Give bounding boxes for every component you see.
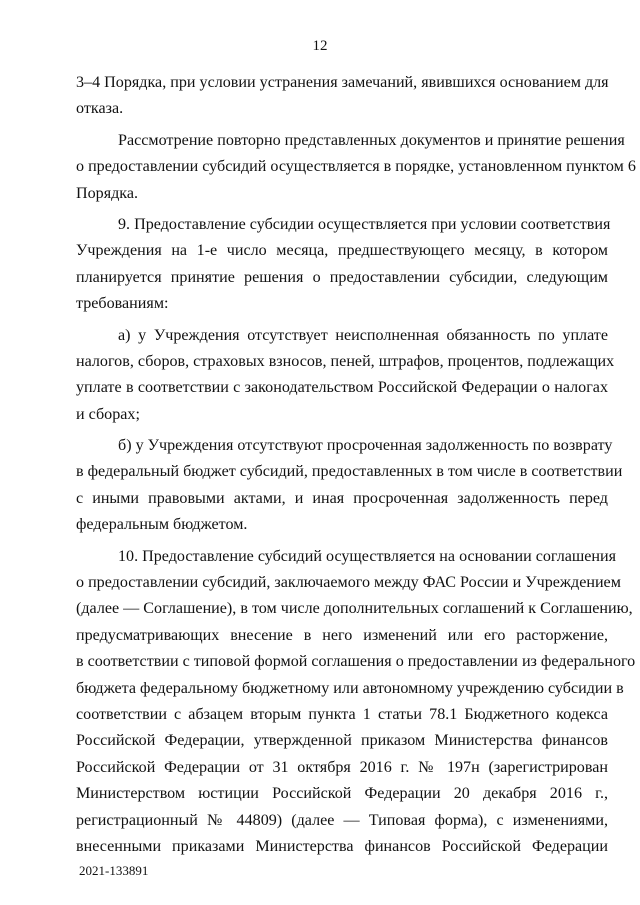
text-line: предусматривающих внесение в него изменений или его расторжение,: [76, 626, 608, 644]
text-line: планируется принятие решения о предоставлении субсидии, следующим: [76, 268, 608, 286]
text-line: с иными правовыми актами, и иная просроченная задолженность перед: [76, 489, 608, 507]
text-line: регистрационный № 44809) (далее — Типовая форма), с изменениями,: [76, 811, 608, 829]
text-line: б) у Учреждения отсутствуют просроченная задолженность по возврату: [118, 437, 613, 455]
text-line: федеральным бюджетом.: [76, 516, 248, 534]
text-line: налогов, сборов, страховых взносов, пеней, штрафов, процентов, подлежащих: [76, 352, 615, 370]
text-line: уплате в соответствии с законодательством Российской Федерации о налогах: [76, 379, 608, 397]
text-line: а) у Учреждения отсутствует неисполненная обязанность по уплате: [118, 326, 608, 344]
text-line: внесенными приказами Министерства финансов Российской Федерации: [76, 837, 608, 855]
text-line: в соответствии с типовой формой соглашения о предоставлении из федерального: [76, 653, 636, 671]
paragraph-resubmission: [76, 128, 636, 207]
text-line: в федеральный бюджет субсидий, предоставленных в том числе в соответствии: [76, 463, 623, 481]
text-line: Рассмотрение повторно представленных документов и принятие решения: [118, 131, 625, 149]
text-line: о предоставлении субсидий осуществляется в порядке, установленном пунктом 6: [76, 158, 636, 176]
paragraph-item-10: [76, 544, 636, 861]
paragraph-item-b: [76, 433, 623, 539]
paragraph-item-9: [76, 212, 611, 318]
document-registration-code: 2021-133891: [79, 863, 149, 878]
text-line: соответствии с абзацем вторым пункта 1 статьи 78.1 Бюджетного кодекса: [76, 705, 608, 723]
text-line: Российской Федерации от 31 октября 2016 г. № 197н (зарегистрирован: [76, 758, 608, 776]
page-number: 12: [312, 38, 328, 54]
text-line: бюджета федеральному бюджетному или автономному учреждению субсидии в: [76, 679, 624, 697]
text-line: 3–4 Порядка, при условии устранения замечаний, явившихся основанием для: [76, 74, 609, 91]
text-line: требованиям:: [76, 295, 169, 313]
paragraph-continuation: [76, 70, 608, 123]
document-body: [76, 70, 636, 860]
text-line: Министерством юстиции Российской Федерации 20 декабря 2016 г.,: [76, 785, 608, 803]
text-line: отказа.: [76, 100, 124, 118]
text-line: Порядка.: [76, 184, 139, 202]
text-line: и сборах;: [76, 405, 140, 423]
paragraph-item-a: [76, 323, 615, 429]
text-line: 9. Предоставление субсидии осуществляется при условии соответствия: [118, 215, 611, 233]
text-line: 10. Предоставление субсидий осуществляется на основании соглашения: [118, 547, 617, 565]
text-line: (далее — Соглашение), в том числе дополнительных соглашений к Соглашению,: [76, 600, 633, 618]
text-line: о предоставлении субсидий, заключаемого между ФАС России и Учреждением: [76, 574, 621, 592]
text-line: Учреждения на 1-е число месяца, предшествующего месяцу, в котором: [76, 242, 608, 260]
text-line: Российской Федерации, утвержденной приказом Министерства финансов: [76, 732, 608, 750]
